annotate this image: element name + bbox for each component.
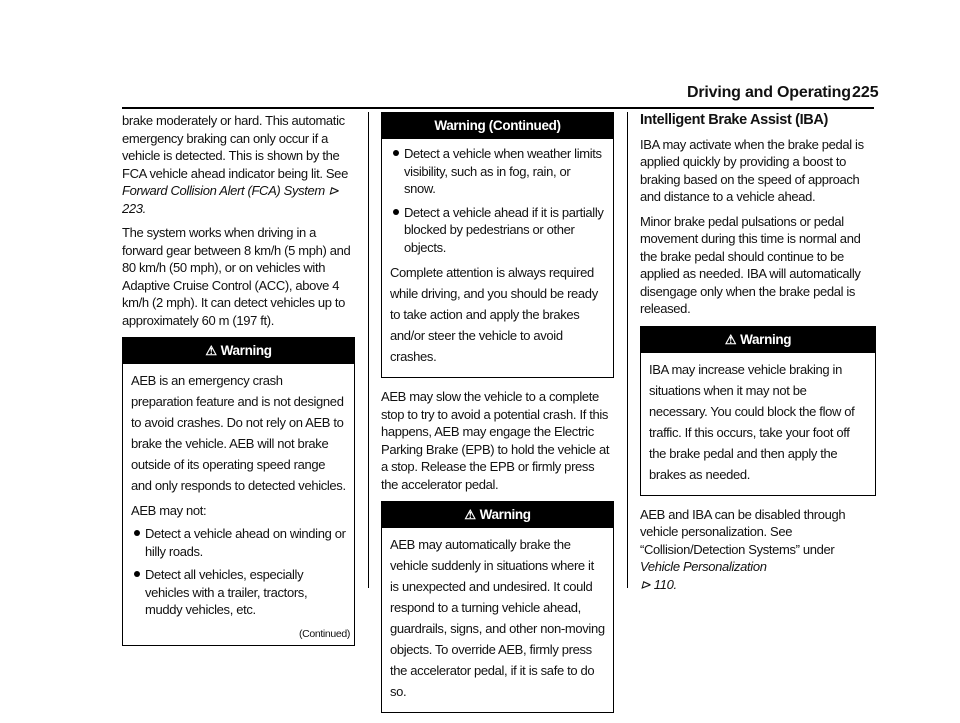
column-3 [640,112,876,600]
header-rule [122,107,874,109]
warning-triangle-icon: ⚠ [205,343,217,358]
vehicle-personalization-link[interactable]: Vehicle Personalization [640,559,767,574]
list-item-text: Detect a vehicle ahead if it is partially blocked by pedestrians or other objects. [404,204,604,255]
column-1 [122,112,355,656]
warning-box [122,337,355,646]
paragraph [122,112,355,217]
warning-body [123,364,354,645]
paragraph: AEB may slow the vehicle to a complete stop to try to avoid a potential crash. If this happens, AEB may engage the Electric Parking Brake (EPB) to hold the vehicle at a stop. Release the EPB or firmly press the accelerator pedal. [381,389,610,492]
section-title: Driving and Operating [687,84,851,101]
list-item [131,566,346,619]
warning-header [123,338,354,364]
warning-title: Warning [220,343,272,358]
warning-header [382,502,613,528]
warning-list [131,525,346,619]
warning-triangle-icon: ⚠ [464,507,476,522]
warning-list [390,145,605,256]
list-item-text: Detect all vehicles, especially vehicles with a trailer, tractors, muddy vehicles, etc. [145,567,308,617]
column-divider [627,112,628,588]
warning-header: Warning (Continued) [382,113,613,139]
warning-title: Warning [740,331,792,347]
page-ref: ⊳ 223. [122,183,339,216]
warning-header [641,327,875,353]
warning-triangle-icon: ⚠ [724,331,737,347]
warning-subtext: AEB may not: [131,503,207,518]
list-item [390,204,605,257]
list-item [390,145,605,198]
list-item [131,525,346,560]
paragraph: The system works when driving in a forward gear between 8 km/h (5 mph) and 80 km/h (50 mph), or on vehicles with Adaptive Cruise Control (ACC), above 4 km/h (2 mph). It can detect vehicles up to approximately 60 m (197 ft). [122,225,351,328]
list-item-text: Detect a vehicle when weather limits visibility, such as in fog, rain, or snow. [404,146,602,196]
page-number: 225 [852,84,879,101]
column-divider [368,112,369,588]
paragraph: Minor brake pedal pulsations or pedal movement during this time is normal and the brake pedal should continue to be applied as needed. IBA will automatically disengage only when the brake pedal is released. [640,213,861,316]
bullet-icon [393,150,399,156]
paragraph [640,506,876,594]
fca-link[interactable]: Forward Collision Alert (FCA) System [122,183,325,198]
page-ref: ⊳ 110. [640,576,677,592]
bullet-icon [393,209,399,215]
warning-text: Complete attention is always required while driving, and you should be ready to take action and apply the brakes and/or steer the vehicle to avoid crashes. [390,265,598,364]
list-item-text: Detect a vehicle ahead on winding or hilly roads. [145,526,346,559]
warning-text: IBA may increase vehicle braking in situations when it may not be necessary. You could block the flow of traffic. If this occurs, take your foot off the brake pedal and then apply the brakes as needed. [649,361,855,482]
warning-text: AEB is an emergency crash preparation feature and is not designed to avoid crashes. Do not rely on AEB to brake the vehicle. AEB will not brake outside of its operating speed range and only responds to detected vehicles. [131,373,346,493]
paragraph: IBA may activate when the brake pedal is applied quickly by providing a boost to braking based on the speed of approach and distance to a vehicle ahead. [640,136,864,204]
warning-body [382,528,613,712]
warning-box [381,501,614,713]
section-heading: Intelligent Brake Assist (IBA) [640,112,828,128]
page-header [0,84,960,108]
warning-body [641,353,875,495]
paragraph-text: AEB and IBA can be disabled through vehicle personalization. See “Collision/Detection Systems” under [640,506,846,557]
warning-box [640,326,876,496]
bullet-icon [134,530,140,536]
bullet-icon [134,571,140,577]
column-2 [381,112,614,723]
continued-label: (Continued) [298,627,350,640]
warning-body [382,139,613,377]
warning-text: AEB may automatically brake the vehicle suddenly in situations where it is unexpected and undesired. It could respond to a turning vehicle ahead, guardrails, signs, and other non-moving objects. To override AEB, firmly press the accelerator pedal, if it is safe to do so. [390,537,605,699]
warning-title: Warning [479,507,531,522]
warning-box-continued [381,112,614,378]
paragraph-text: brake moderately or hard. This automatic emergency braking can only occur if a vehicle is detected. This is shown by the FCA vehicle ahead indicator being lit. See [122,113,348,181]
